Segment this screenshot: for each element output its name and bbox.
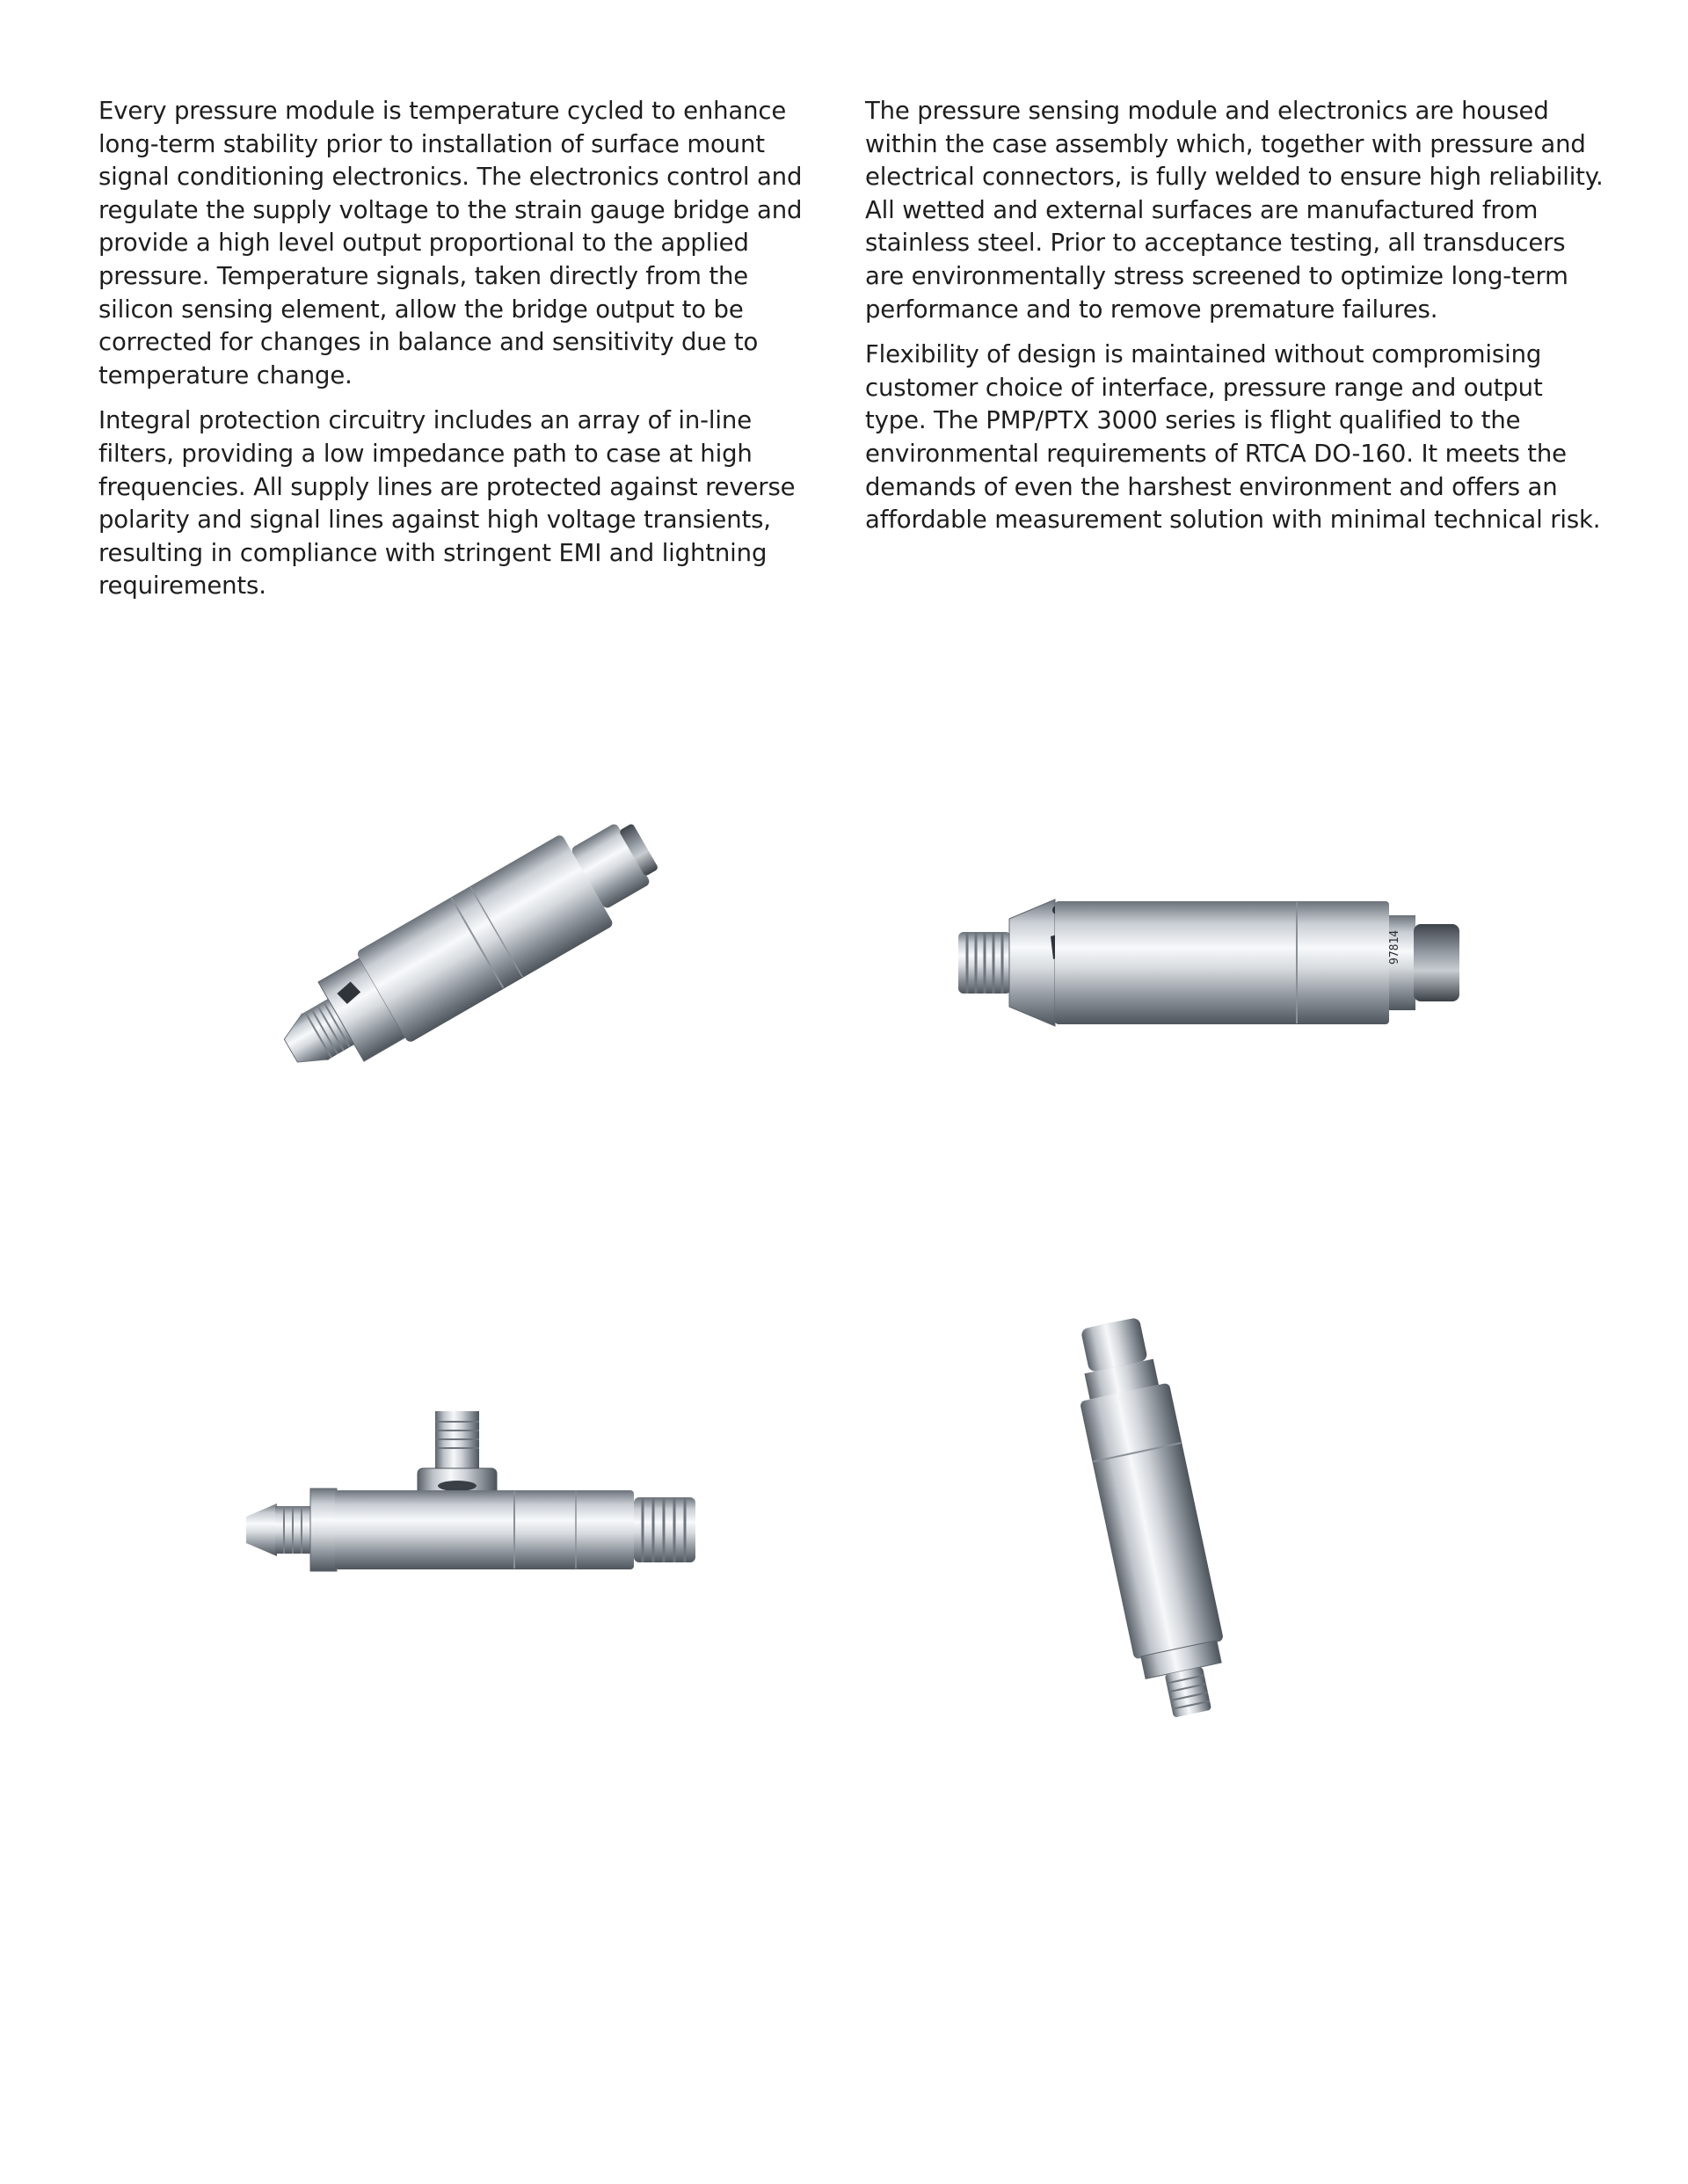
- serial-label: 97814: [1388, 929, 1401, 965]
- transducer-photo-angled-flare: [237, 791, 695, 1108]
- paragraph-protection-circuitry: Integral protection circuitry includes an array of in-line filters, providing a low impedance path to case at high frequencies. All supply lines are protected against reverse polarity and signal lines against high voltage transients, resulting in compliance with stringent EMI and lightning requirements.: [98, 406, 796, 601]
- transducer-photo-horizontal: [958, 884, 1468, 1042]
- paragraph-temperature-cycling: Every pressure module is temperature cycled to enhance long-term stability prior to installation of surface mount signal conditioning electronics. The electronics control and regulate the supply voltage to the strain gauge bridge and provide a high level output proportional to the applied pressure. Temperature signals, taken directly from the silicon sensing element, allow the bridge output to be corrected for changes in balance and sensitivity due to temperature change.: [98, 97, 803, 389]
- right-text-column: [865, 95, 1604, 550]
- paragraph-case-assembly: The pressure sensing module and electronics are housed within the case assembly which, together with pressure and electrical connectors, is fully welded to ensure high reliability. All wetted and external surfaces are manufactured from stainless steel. Prior to acceptance testing, all transducers are environmentally stress screened to optimize long-term performance and to remove premature failures.: [865, 97, 1604, 324]
- transducer-photo-vertical: [1037, 1310, 1266, 1732]
- transducer-photo-side-port: [242, 1402, 734, 1622]
- left-text-column: [98, 95, 819, 615]
- paragraph-design-flexibility: Flexibility of design is maintained without compromising customer choice of interface, pressure range and output type. The PMP/PTX 3000 series is flight qualified to the environmental requirements of RTCA DO-160. It meets the demands of even the harshest environment and offers an affordable measurement solution with minimal technical risk.: [865, 340, 1601, 535]
